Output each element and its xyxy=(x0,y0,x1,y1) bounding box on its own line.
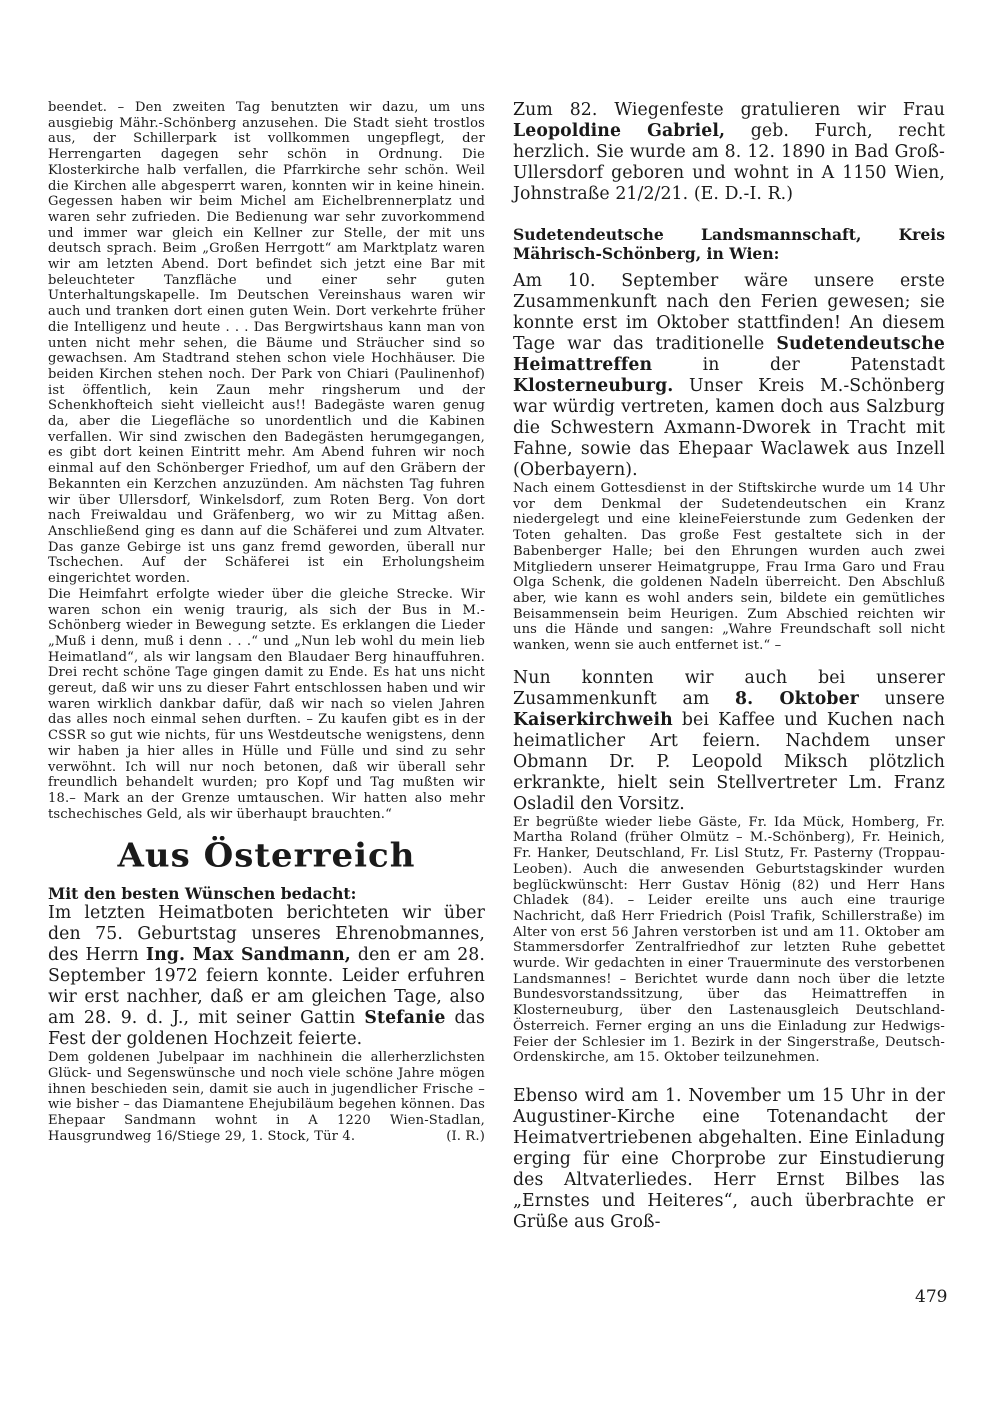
page-number: 479 xyxy=(915,1287,948,1307)
landsmannschaft-heading: Sudetendeutsche Landsmannschaft, Kreis Mährisch-Schönberg, in Wien: xyxy=(513,225,945,263)
kirchweih-body: Er begrüßte wieder liebe Gäste, Fr. Ida Mück, Homberg, Fr. Martha Roland (früher Olmütz – M.-Schönberg), Fr. Heinich, Fr. Hanker, Deutschland, Fr. Lisl Stutz, Fr. Pasterny (Troppau-Leoben). Auch die anwesenden Geburtstagskinder wurden beglückwünscht: Herr Gustav Hönig (82) und Herr Hans Chladek (84). – Leider ereilte uns auch eine traurige Nachricht, daß Herr Friedrich (Poisl Trafik, Schillerstraße) im Alter von erst 56 Jahren verstorben ist und am 11. Oktober am Stammersdorfer Zentralfriedhof zur letzten Ruhe gebettet wurde. Wir gedachten in einer Trauerminute des verstorbenen Landsmannes! – Berichtet wurde dann noch über die letzte Bundesvorstandssitzung, über das Heimattreffen in Klosterneuburg, über den Lastenausgleich Deutschland-Österreich. Ferner erging an uns die Einladung zur Hedwigs-Feier der Schlesier im 1. Bezirk in der Singerstraße, Deutsch-Ordenskirche, am 15. Oktober teilzunehmen. xyxy=(513,814,945,1066)
left-column xyxy=(48,100,485,1145)
body-text: Zum 82. Wiegenfeste gratulieren wir Frau xyxy=(513,100,945,120)
honoree-name: Leopoldine Gabriel, xyxy=(513,121,726,141)
lead-text: bei Kaffee und Kuchen nach heimatlicher Art feiern. Nachdem unser Obmann Dr. P. Leopold Miksch plötzlich erkrankte, hielt sein Stellvertreter Lm. Franz Osladil den Vorsitz. xyxy=(513,709,945,814)
lead-text: in der Patenstadt xyxy=(652,355,945,375)
right-column xyxy=(513,100,945,1233)
birthday-article-body xyxy=(48,1050,485,1144)
landsmannschaft-body-1: Nach einem Gottesdienst in der Stiftskirche wurde um 14 Uhr vor dem Denkmal der Sudetendeutschen ein Kranz niedergelegt und eine kleineFeierstunde zum Gedenken der Toten gehalten. Das große Fest gestaltete sich in der Babenberger Halle; bei den Ehrungen wurden auch zwei Mitgliedern unserer Heimatgruppe, Frau Irma Garo und Frau Olga Schenk, die goldenen Nadeln überreicht. Den Abschluß aber, wie kann es wohl anders sein, bildete ein gemütliches Beisammensein beim Heurigen. Zum Abschied reichten wir uns die Hände und sangen: „Wahre Freundschaft soll nicht wanken, wenn sie auch entfernet ist.“ – xyxy=(513,481,945,654)
lead-text: das Fest der goldenen Hochzeit feierte. xyxy=(48,1008,485,1050)
lead-text: den er am 28. September 1972 feiern konnte. Leider erfuhren wir erst nachher, daß er am gleichen Tage, also am 28. 9. d. J., mit seiner Gattin xyxy=(48,945,485,1029)
city-name: Klosterneuburg. xyxy=(513,376,674,396)
birthday-article-heading: Mit den besten Wünschen bedacht: xyxy=(48,884,357,904)
event-name: Sudetendeutsche Heimattreffen xyxy=(513,334,945,375)
landsmannschaft-lead xyxy=(513,271,945,481)
lead-text: Im letzten Heimatboten berichteten wir über den 75. Geburtstag unseres Ehrenobmannes, des Herrn xyxy=(48,903,485,966)
closing-paragraph: Ebenso wird am 1. November um 15 Uhr in der Augustiner-Kirche eine Totenandacht der Heimatvertriebenen abgehalten. Eine Einladung erging für eine Chorprobe zur Einstudierung des Altvaterliedes. Herr Ernst Bilbes las „Ernstes und Heiteres“, auch überbrachte er Grüße aus Groß- xyxy=(513,1085,945,1232)
honoree-name: Ing. Max Sandmann, xyxy=(145,945,351,966)
lead-text: Nun konnten wir auch bei unserer Zusammenkunft am xyxy=(513,667,945,709)
travel-report-paragraph-2: Die Heimfahrt erfolgte wieder über die gleiche Strecke. Wir waren schon ein wenig traurig, als sich der Bus in M.-Schönberg wieder in Bewegung setzte. Es erklangen die Lieder „Muß i denn, muß i denn . . .“ und „Nun leb wohl du mein lieb Heimatland“, als wir langsam den Blaudaer Berg hinauffuhren. Drei recht schöne Tage gingen damit zu Ende. Es hat uns nicht gereut, daß wir uns zu dieser Fahrt entschlossen haben und wir waren wirklich dankbar dafür, daß wir nach so vielen Jahren das alles noch einmal sehen durften. – Zu kaufen gibt es in der CSSR so gut wie nichts, für uns Westdeutsche wenigstens, denn wir haben ja hier alles in Hülle und Fülle und sind zu sehr verwöhnt. Ich will nur noch betonen, daß wir überall sehr freundlich behandelt wurden; pro Kopf und Tag mußten wir 18.– Mark an der Grenze umtauschen. Wir hatten also mehr tschechisches Geld, als wir überhaupt brauchten.“ xyxy=(48,586,485,822)
kirchweih-lead xyxy=(513,668,945,815)
lead-text: unsere xyxy=(858,688,945,709)
event-date: 8. Oktober xyxy=(735,688,859,709)
wife-name: Stefanie xyxy=(364,1008,446,1029)
author-signature: (I. R.) xyxy=(446,1128,485,1144)
section-heading-aus-oesterreich: Aus Österreich xyxy=(117,837,416,876)
body-text: geb. Furch, recht herzlich. Sie wurde am 8. 12. 1890 in Bad Groß-Ullersdorf geboren und wohnt in A 1150 Wien, Johnstraße 21/2/21. (E. D.-I. R.) xyxy=(513,121,945,204)
event-name: Kaiserkirchweih xyxy=(513,709,673,730)
birthday-article-lead xyxy=(48,903,485,1050)
lead-text: Am 10. September wäre unsere erste Zusammenkunft nach den Ferien gewesen; sie konnte erst im Oktober stattfinden! An diesem Tage war das traditionelle xyxy=(513,271,945,354)
lead-text: Unser Kreis M.-Schönberg war würdig vertreten, kamen doch aus Salzburg die Schwestern Axmann-Dworek in Tracht mit Fahne, sowie das Ehepaar Waclawek aus Inzell (Oberbayern). xyxy=(513,376,945,480)
travel-report-paragraph-1: beendet. – Den zweiten Tag benutzten wir dazu, um uns ausgiebig Mähr.-Schönberg anzusehen. Die Stadt sieht trostlos aus, der Schillerpark ist vollkommen ungepflegt, der Herrengarten dagegen sehr schön in Ordnung. Die Klosterkirche halb verfallen, die Pfarrkirche sehr schön. Weil die Kirchen alle abgesperrt waren, konnten wir in keine hinein. Gegessen haben wir beim Michel am Eichelbrennerplatz und waren sehr zufrieden. Die Bedienung war sehr zuvorkommend und immer war gleich ein Kellner zur Stelle, der mit uns deutsch sprach. Beim „Großen Herrgott“ am Marktplatz waren wir am letzten Abend. Dort befindet sich jetzt eine Bar mit beleuchteter Tanzfläche und einer sehr guten Unterhaltungskapelle. Im Deutschen Vereinshaus waren wir auch und tranken dort einen guten Wein. Dort verkehrte früher die Intelligenz und heute . . . Das Bergwirtshaus kann man von unten nicht mehr sehen, die Bäume und Sträucher sind so gewachsen. Am Stadtrand stehen schon viele Hochhäuser. Die beiden Kirchen stehen noch. Der Park von Chiari (Paulinenhof) ist öffentlich, kein Zaun mehr ringsherum und der Schenkhofteich sieht vielleicht aus!! Badegäste waren genug da, aber die Liegefläche so unordentlich und die Kabinen verfallen. Wir sind zwischen den Badegästen herumgegangen, es gibt dort keinen Eintritt mehr. Am Abend fuhren wir noch einmal auf den Schönberger Friedhof, um auf den Gräbern der Bekannten ein Kerzchen anzuzünden. Am nächsten Tag fuhren wir über Ullersdorf, Winkelsdorf, zum Roten Berg. Von dort nach Freiwaldau und Gräfenberg, wo wir zu Mittag aßen. Anschließend ging es dann auf die Schäferei und zum Altvater. Das ganze Gebirge ist uns ganz fremd geworden, überall nur Tschechen. Auf der Schäferei ist ein Erholungsheim eingerichtet worden. xyxy=(48,100,485,587)
body-text: Dem goldenen Jubelpaar im nachhinein die allerherzlichsten Glück- und Segenswünsche und noch viele schöne Jahre mögen ihnen beschieden sein, damit sie auch in jugendlicher Frische – wie bisher – das Diamantene Ehejubiläum begehen können. Das Ehepaar Sandmann wohnt in A 1220 Wien-Stadlan, Hausgrundweg 16/Stiege 29, 1. Stock, Tür 4. xyxy=(48,1050,485,1144)
birthday-82-paragraph xyxy=(513,100,945,205)
